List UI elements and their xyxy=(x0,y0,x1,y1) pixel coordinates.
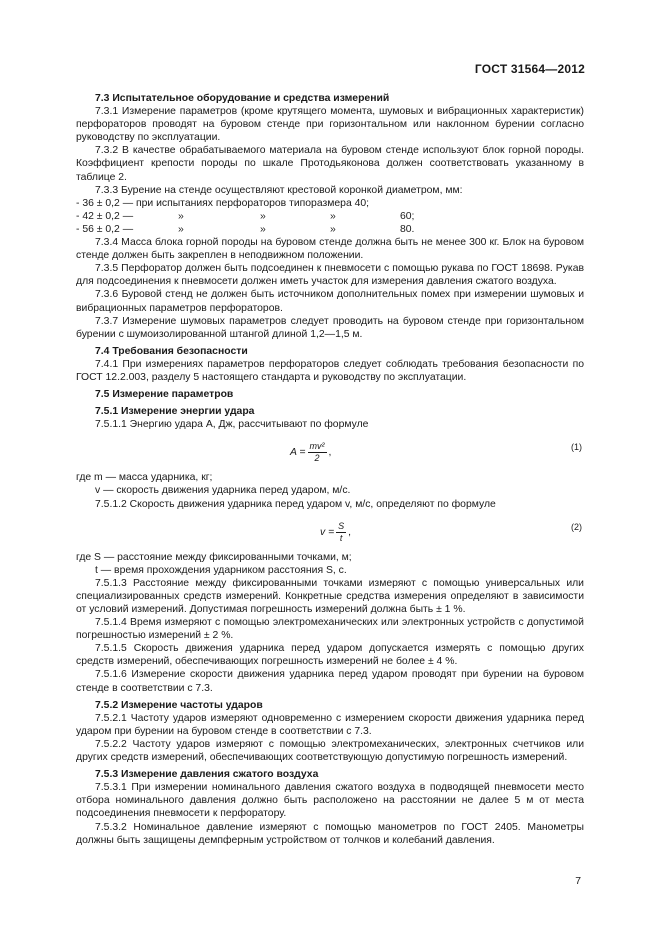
paragraph-7-5-1-6: 7.5.1.6 Измерение скорости движения ударника перед ударом проводят при бурении на буровом стенде в соответствии с 7.3. xyxy=(76,669,584,694)
section-heading-7-4: 7.4 Требования безопасности xyxy=(95,345,248,357)
formula-number: (1) xyxy=(571,442,582,453)
page-number: 7 xyxy=(575,876,581,887)
list-cell: » xyxy=(330,210,336,222)
paragraph-7-5-3-2: 7.5.3.2 Номинальное давление измеряют с помощью манометров по ГОСТ 2405. Манометры должны быть защищены демпферным устройством от толчков и колебаний давления. xyxy=(76,821,584,846)
formula-1 xyxy=(76,435,584,469)
diameter-list xyxy=(76,197,584,236)
fraction-denominator: t xyxy=(339,532,343,543)
paragraph-7-5-3-1: 7.5.3.1 При измерении номинального давления сжатого воздуха в подводящей пневмосети место отбора номинального давления должно быть расположено на расстоянии не далее 5 м от места подсоединения пневмосети к перфоратору. xyxy=(76,782,584,820)
where-clause: где S — расстояние между фиксированными точками, м; xyxy=(76,551,352,563)
where-clause: t — время прохождения ударником расстояния S, с. xyxy=(95,564,347,576)
paragraph-7-3-1: 7.3.1 Измерение параметров (кроме крутящего момента, шумовых и вибрационных характеристик) перфораторов проводят на буровом стенде при горизонтальном или наклонном бурении согласно руководству по эксплуатации. xyxy=(76,106,584,144)
paragraph-7-5-1-2: 7.5.1.2 Скорость движения ударника перед ударом v, м/с, определяют по формуле xyxy=(95,498,496,510)
list-cell: 60; xyxy=(400,210,415,222)
paragraph-7-5-1-5: 7.5.1.5 Скорость движения ударника перед ударом допускается измерять с помощью других средств измерений, обеспечивающих погрешность измерений не более ± 4 %. xyxy=(76,643,584,668)
formula-lhs: A = xyxy=(290,447,306,459)
formula-expression xyxy=(290,441,331,464)
formula-2 xyxy=(76,515,584,549)
paragraph-7-5-2-1: 7.5.2.1 Частоту ударов измеряют одновременно с измерением скорости движения ударника перед ударом при бурении на буровом стенде в соответствии с 7.3. xyxy=(76,712,584,737)
paragraph-7-5-1-3: 7.5.1.3 Расстояние между фиксированными точками измеряют с помощью универсальных или специализированных средств измерений. Конкретные средства измерения определяют в зависимости от условий измерений. Допустимая погрешность измерений должна быть ± 1 %. xyxy=(76,577,584,615)
section-heading-7-3: 7.3 Испытательное оборудование и средства измерений xyxy=(95,93,390,104)
where-clause: v — скорость движения ударника перед ударом, м/с. xyxy=(95,485,351,497)
paragraph-7-5-2-2: 7.5.2.2 Частоту ударов измеряют с помощью электромеханических, электронных счетчиков или других средств измерений, обеспечивающих соответствующую допустимую погрешность измерений. xyxy=(76,738,584,764)
formula-lhs: v = xyxy=(320,526,335,538)
paragraph-7-3-5: 7.3.5 Перфоратор должен быть подсоединен к пневмосети с помощью рукава по ГОСТ 18698. Рукав для подсоединения к пневмосети должен иметь участок для измерения давления сжатого воздуха. xyxy=(76,263,584,288)
paragraph-7-3-7: 7.3.7 Измерение шумовых параметров следует проводить на буровом стенде при горизонтальном бурении с шумоизолированной штангой длиной 1,2—1,5 м. xyxy=(76,315,584,340)
list-cell: » xyxy=(178,223,184,235)
fraction-numerator: S xyxy=(338,520,345,531)
formula-number: (2) xyxy=(571,521,582,532)
section-heading-7-5-3: 7.5.3 Измерение давления сжатого воздуха xyxy=(95,769,319,781)
list-cell: » xyxy=(330,223,336,235)
list-cell: » xyxy=(260,223,266,235)
document-body xyxy=(76,92,584,847)
paragraph-7-3-3: 7.3.3 Бурение на стенде осуществляют крестовой коронкой диаметром, мм: xyxy=(95,184,463,196)
list-item xyxy=(76,210,584,223)
formula-fraction xyxy=(336,521,346,544)
list-cell: - 56 ± 0,2 — xyxy=(76,223,134,235)
paragraph-7-4-1: 7.4.1 При измерениях параметров перфораторов следует соблюдать требования безопасности по ГОСТ 12.2.003, разделу 5 настоящего стандарта и руководству по эксплуатации. xyxy=(76,358,584,383)
list-cell: » xyxy=(260,210,266,222)
section-heading-7-5: 7.5 Измерение параметров xyxy=(95,389,234,401)
list-cell: - 42 ± 0,2 — xyxy=(76,210,134,222)
paragraph-7-5-1-4: 7.5.1.4 Время измеряют с помощью электромеханических или электронных устройств с допустимой погрешностью измерений ± 2 %. xyxy=(76,617,584,642)
list-cell: - 36 ± 0,2 — при испытаниях перфораторов типоразмера 40; xyxy=(76,197,370,209)
list-cell: 80. xyxy=(400,223,415,235)
standard-header: ГОСТ 31564—2012 xyxy=(474,62,585,76)
list-item xyxy=(76,197,584,210)
section-heading-7-5-2: 7.5.2 Измерение частоты ударов xyxy=(95,699,263,711)
formula-fraction xyxy=(308,441,327,464)
section-heading-7-5-1: 7.5.1 Измерение энергии удара xyxy=(95,406,255,418)
formula-tail: , xyxy=(348,526,352,538)
paragraph-7-5-1-1: 7.5.1.1 Энергию удара A, Дж, рассчитывают по формуле xyxy=(95,419,369,431)
list-item xyxy=(76,223,584,236)
formula-expression xyxy=(320,521,351,544)
where-clause: где m — масса ударника, кг; xyxy=(76,472,213,484)
list-cell: » xyxy=(178,210,184,222)
formula-tail: , xyxy=(328,447,332,459)
fraction-numerator: mv² xyxy=(309,441,325,452)
paragraph-7-3-2: 7.3.2 В качестве обрабатываемого материала на буровом стенде используют блок горной породы. Коэффициент крепости породы по шкале Протодьяконова должен соответствовать указанному в таблице 2. xyxy=(76,145,584,183)
paragraph-7-3-4: 7.3.4 Масса блока горной породы на буровом стенде должна быть не менее 300 кг. Блок на буровом стенде должен быть закреплен в неподвижном положении. xyxy=(76,237,584,262)
fraction-denominator: 2 xyxy=(314,453,320,464)
paragraph-7-3-6: 7.3.6 Буровой стенд не должен быть источником дополнительных помех при измерении шумовых и вибрационных параметров перфораторов. xyxy=(76,289,584,314)
